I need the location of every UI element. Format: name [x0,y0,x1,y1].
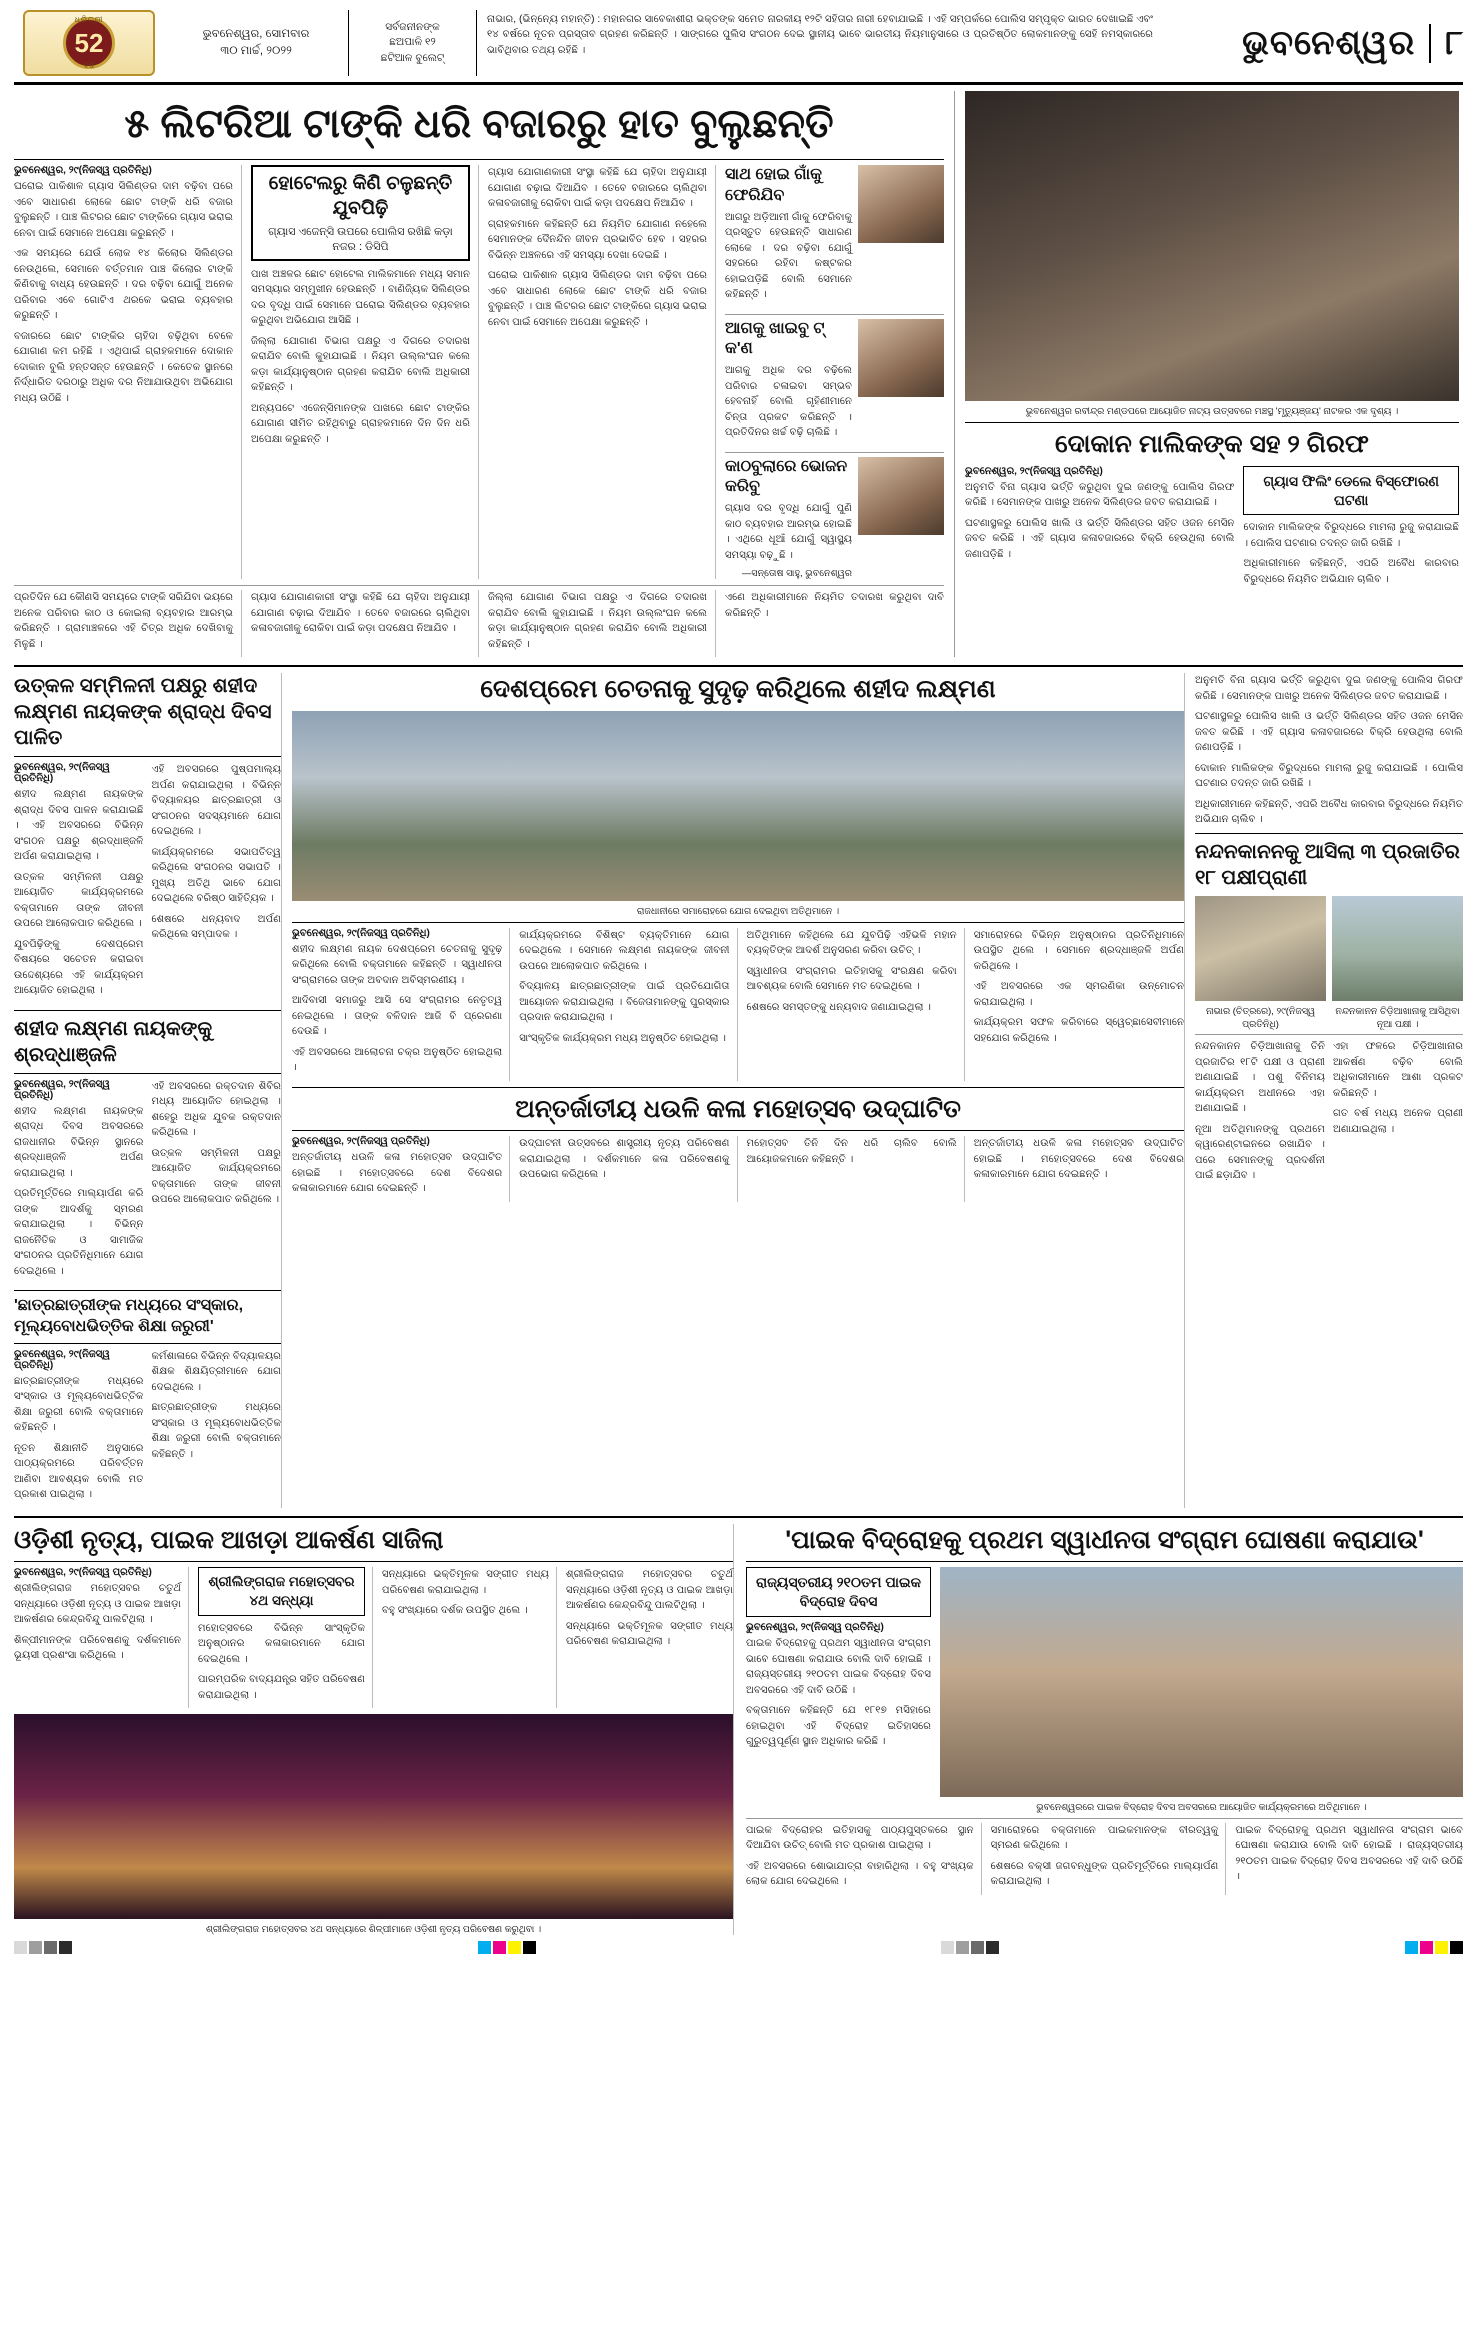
deshprem-para: ସ୍ୱାଧୀନତା ସଂଗ୍ରାମର ଇତିହାସକୁ ସଂରକ୍ଷଣ କରିବା ଆବଶ୍ୟକ ବୋଲି ସେମାନେ ମତ ଦେଇଥିଲେ । [746,965,957,993]
deshprem-para: ବିଦ୍ୟାଳୟ ଛାତ୍ରଛାତ୍ରୀଙ୍କ ପାଇଁ ପ୍ରତିଯୋଗିତା ଆୟୋଜନ କରାଯାଇଥିଲା । ବିଜେତାମାନଙ୍କୁ ପୁରସ୍କାର ପ୍ରଦାନ କରାଯାଇଥିଲା । [519,981,730,1024]
right-rail-top [954,91,1459,657]
nandankanan-para: ଏହା ଫଳରେ ଚିଡ଼ିଆଖାନାର ଆକର୍ଷଣ ବଢ଼ିବ ବୋଲି ଅଧିକାରୀମାନେ ଆଶା ପ୍ରକଟ କରିଛନ୍ତି । [1333,1041,1463,1099]
odissi-para: ସନ୍ଧ୍ୟାରେ ଭକ୍ତିମୂଳକ ସଙ୍ଗୀତ ମଧ୍ୟ ପରିବେଷଣ କରାଯାଇଥିଲା । [382,1569,549,1596]
paika-para: ସମାରୋହରେ ବକ୍ତାମାନେ ପାଇକମାନଙ୍କ ବୀରତ୍ୱକୁ ସ୍ମରଣ କରିଥିଲେ । [990,1824,1219,1852]
deshprem-para: ଅତିଥିମାନେ କହିଥିଲେ ଯେ ଯୁବପିଢ଼ି ଏହିଭଳି ମହାନ ବ୍ୟକ୍ତିଙ୍କ ଆଦର୍ଶ ଅନୁସରଣ କରିବା ଉଚିତ୍ । [746,929,957,957]
lead-dateline: ଭୁବନେଶ୍ୱର, ୨୯(ନିଜସ୍ୱ ପ୍ରତିନିଧି) [14,165,152,176]
odissi-photo-caption: ଶ୍ରୀଲିଙ୍ଗରାଜ ମହୋତ୍ସବର ୪ଥ ସନ୍ଧ୍ୟାରେ ଶିଳ୍ପୀମାନେ ଓଡ଼ିଶୀ ନୃତ୍ୟ ପରିବେଷଣ କରୁଥିବା । [205,1923,542,1935]
face-story-text: ଗ୍ୟାସ ଦର ବୃଦ୍ଧି ଯୋଗୁଁ ପୁଣି କାଠ ବ୍ୟବହାର ଆରମ୍ଭ ହୋଇଛି । ଏଥିରେ ଧୂଆଁ ଯୋଗୁଁ ସ୍ୱାସ୍ଥ୍ୟ ସମସ୍ୟା ବଢ଼ୁଛି । [725,503,852,561]
logo-top-text: ଧରିତ୍ରୀ [74,15,104,24]
shraddhanjali-para: ଶହୀଦ ଲକ୍ଷ୍ମଣ ନାୟକଙ୍କ ଶ୍ରାଦ୍ଧ ଦିବସ ଅବସରରେ ରାଜଧାନୀର ବିଭିନ୍ନ ସ୍ଥାନରେ ଶ୍ରଦ୍ଧାଞ୍ଜଳି ଅର୍ପଣ କରାଯାଇଥିଲା । [14,1105,144,1179]
deshprem-para: ସମାରୋହରେ ବିଭିନ୍ନ ଅନୁଷ୍ଠାନର ପ୍ରତିନିଧିମାନେ ଉପସ୍ଥିତ ଥିଲେ । ସେମାନେ ଶ୍ରଦ୍ଧାଞ୍ଜଳି ଅର୍ପଣ କରିଥିଲେ । [973,929,1184,972]
face-story-3 [725,457,944,580]
masthead-strap-text: ନାଭାର, (ଭିନ୍ନ୍ୟେ ମହାନ୍ତି) : ମହାନଗର ସାବେକାଶୀରା ଭକ୍ତଙ୍କ ସମେତ ନାରକୀୟ ୧୨ଟି ସହିତାର ନାରୀ ହେବାଯାଇଛି । ଏହି ସମ୍ପର୍କରେ ପୋଲିସ ସମ୍ପୃକ୍ତ ଭାରତ ଦେଖାଇଛି ଏବଂ ୧୪ ବର୍ଷରେ ନୂତନ ପ୍ରସ୍ତାବ ଗ୍ରହଣ କରିଛନ୍ତି । ସାଙ୍ଗରେ ପୁଲିସ ସଂଗଠନ ଦେଇ ସ୍ଥାନୀୟ ଭାବେ ଭାରତୀୟ ନିୟମାନୁସାରେ ଓ ପ୍ରତିଷ୍ଠିତ ଲୋକମାନଙ୍କୁ ସେହି ନମସ୍କାରରେ ଭାବିଥିବାର ତଥ୍ୟ ରହିଛି । [487,14,1153,56]
pub-line-2: ଛଅପାଳି ୧୨ [389,36,436,49]
face-story-headline: ସାଥ ହୋଇ ଗାଁକୁ ଫେରିଯିବ [725,166,823,204]
nandankanan-para: ନନ୍ଦନକାନନ ଚିଡ଼ିଆଖାନାକୁ ତିନି ପ୍ରଜାତିର ୧୮ଟି ପକ୍ଷୀ ଓ ପ୍ରାଣୀ ଅଣାଯାଇଛି । ପଶୁ ବିନିମୟ କାର୍ଯ୍ୟକ୍ରମ ଅଧୀନରେ ଏହା ଅଣାଯାଇଛି । [1195,1041,1325,1115]
dhauli-para: ଉଦ୍‌ଘାଟନୀ ଉତ୍ସବରେ ଶାସ୍ତ୍ରୀୟ ନୃତ୍ୟ ପରିବେଷଣ କରାଯାଇଥିଲା । ଦର୍ଶକମାନେ କଳା ପରିବେଷଣକୁ ଉପଭୋଗ କରିଥିଲେ । [519,1138,730,1181]
shraddhanjali-para: ଉତ୍କଳ ସମ୍ମିଳନୀ ପକ୍ଷରୁ ଆୟୋଜିତ କାର୍ଯ୍ୟକ୍ରମରେ ବକ୍ତାମାନେ ତାଙ୍କ ଜୀବନୀ ଉପରେ ଆଲୋକପାତ କରିଥିଲେ । [151,1147,281,1206]
pub-line-3: ଛଟିଆଳ ବୁଲେଟ୍ [380,51,445,64]
lead-para: ଏକ ସମୟରେ ଯେଉଁ ଲୋକ ୧୪ କିଲୋର ସିଲିଣ୍ଡର ନେଉଥିଲେ, ସେମାନେ ବର୍ତ୍ତମାନ ପାଞ୍ଚ କିଲୋର ଟାଙ୍କି କିଣିବାକୁ ବାଧ୍ୟ ହେଉଛନ୍ତି । ଦର ବଢ଼ିବା ଯୋଗୁଁ ଅନେକ ପରିବାର ଏବେ ଗୋଟିଏ ଥରକେ ଭରାଇ ବ୍ୟବହାର କରୁଛନ୍ତି । [14,248,233,321]
hotel-box-sub: ଗ୍ୟାସ ଏଜେନ୍ସି ଉପରେ ପୋଲିସ ରଖିଛି କଡ଼ା ନଜର : ଡିସିପି [268,226,453,253]
rail-para: ଅନୁମତି ବିନା ଗ୍ୟାସ ଭର୍ତ୍ତି କରୁଥିବା ଦୁଇ ଜଣଙ୍କୁ ପୋଲିସ ଗିରଫ କରିଛି । ସେମାନଙ୍କ ପାଖରୁ ଅନେକ ସିଲିଣ୍ଡର ଜବତ କରାଯାଇଛି । [1195,675,1463,702]
leopard-photo [1195,896,1326,1001]
lead-para: ଗ୍ୟାସ ଯୋଗାଣକାରୀ ସଂସ୍ଥା କହିଛି ଯେ ଚାହିଦା ଅନୁଯାୟୀ ଯୋଗାଣ ବଢ଼ାଇ ଦିଆଯିବ । ତେବେ ବଜାରରେ ଚାଲିଥିବା କଳାବଜାରୀକୁ ରୋକିବା ପାଇଁ କଡ଼ା ପଦକ୍ଷେପ ନିଆଯିବ । [488,167,707,209]
lead-headline: ୫ ଲିଟରିଆ ଟାଙ୍କି ଧରି ବଜାରରୁ ହାତ ବୁଲୁଛନ୍ତି [124,102,834,146]
paika-crowd-photo [940,1567,1463,1797]
shop-story-dateline: ଭୁବନେଶ୍ୱର, ୨୯(ନିଜସ୍ୱ ପ୍ରତିନିଧି) [965,465,1103,477]
shop-story-headline: ଦୋକାନ ମାଲିକଙ୍କ ସହ ୨ ଗିରଫ [1055,430,1369,459]
face-story-text: ଆଗରୁ ଅଡ଼ିଆମୀ ଗାଁକୁ ଫେରିବାକୁ ପ୍ରସ୍ତୁତ ହେଉଛନ୍ତି ସାଧାରଣ ଲୋକେ । ଦର ବଢ଼ିବା ଯୋଗୁଁ ସହରରେ ରହିବା କଷ୍ଟକର ହୋଇପଡ଼ିଛି ବୋଲି ସେମାନେ କହିଛନ୍ତି । [725,211,852,301]
utkal-para: କାର୍ଯ୍ୟକ୍ରମରେ ସଭାପତିତ୍ୱ କରିଥିଲେ ସଂଗଠନର ସଭାପତି । ମୁଖ୍ୟ ଅତିଥି ଭାବେ ଯୋଗ ଦେଇଥିଲେ ବରିଷ୍ଠ ସାହିତ୍ୟିକ । [151,846,281,905]
utkal-para: ଶହୀଦ ଲକ୍ଷ୍ମଣ ନାୟକଙ୍କ ଶ୍ରାଦ୍ଧ ଦିବସ ପାଳନ କରାଯାଇଛି । ଏହି ଅବସରରେ ବିଭିନ୍ନ ସଂଗଠନ ପକ୍ଷରୁ ଶ୍ରଦ୍ଧାଞ୍ଜଳି ଅର୍ପଣ କରାଯାଇଥିଲା । [14,789,144,863]
odissi-dateline: ଭୁବନେଶ୍ୱର, ୨୯(ନିଜସ୍ୱ ପ୍ରତିନିଧି) [14,1567,152,1579]
masthead [14,10,1463,85]
utkal-dateline: ଭୁବନେଶ୍ୱର, ୨୯(ନିଜସ୍ୱ ପ୍ରତିନିଧି) [14,762,110,785]
shiksha-para: ଛାତ୍ରଛାତ୍ରୀଙ୍କ ମଧ୍ୟରେ ସଂସ୍କାର ଓ ମୂଲ୍ୟବୋଧଭିତ୍ତିକ ଶିକ୍ଷା ଜରୁରୀ ବୋଲି ବକ୍ତାମାନେ କହିଛନ୍ତି । [14,1375,144,1434]
edition-date: ୩୦ ମାର୍ଚ୍ଚ, ୨୦୨୨ [220,45,292,57]
odissi-para: ବହୁ ସଂଖ୍ୟାରେ ଦର୍ଶକ ଉପସ୍ଥିତ ଥିଲେ । [382,1605,528,1617]
utkal-para: ଶେଷରେ ଧନ୍ୟବାଦ ଅର୍ପଣ କରିଥିଲେ ସମ୍ପାଦକ । [151,913,281,941]
paika-sidebox: ରାଜ୍ୟସ୍ତରୀୟ ୨୧୦ତମ ପାଇକ ବିଦ୍ରୋହ ଦିବସ [746,1567,931,1617]
shiksha-para: କର୍ମଶାଳାରେ ବିଭିନ୍ନ ବିଦ୍ୟାଳୟର ଶିକ୍ଷକ ଶିକ୍ଷୟିତ୍ରୀମାନେ ଯୋଗ ଦେଇଥିଲେ । [151,1350,281,1393]
grey-scale-bar-2 [941,1941,999,1954]
color-bar-center [478,1941,536,1954]
lead-jump-para: ଗ୍ୟାସ ଯୋଗାଣକାରୀ ସଂସ୍ଥା କହିଛି ଯେ ଚାହିଦା ଅନୁଯାୟୀ ଯୋଗାଣ ବଢ଼ାଇ ଦିଆଯିବ । ତେବେ ବଜାରରେ ଚାଲିଥିବା କଳାବଜାରୀକୁ ରୋକିବା ପାଇଁ କଡ଼ା ପଦକ୍ଷେପ ନିଆଯିବ । [251,592,470,635]
face-photo [858,457,944,535]
lead-para: ଜିଲ୍ଲା ଯୋଗାଣ ବିଭାଗ ପକ୍ଷରୁ ଏ ଦିଗରେ ତଦାରଖ କରାଯିବ ବୋଲି କୁହାଯାଇଛି । ନିୟମ ଉଲ୍ଲଂଘନ କଲେ କଡ଼ା କାର୍ଯ୍ୟାନୁଷ୍ଠାନ ଗ୍ରହଣ କରାଯିବ ବୋଲି ଅଧିକାରୀ କହିଛନ୍ତି । [251,335,470,394]
odissi-para: ଶିଳ୍ପୀମାନଙ୍କ ପରିବେଷଣକୁ ଦର୍ଶକମାନେ ଭୂୟସୀ ପ୍ରଶଂସା କରିଥିଲେ । [14,1634,181,1662]
odissi-sidebox: ଶ୍ରୀଲିଙ୍ଗରାଜ ମହୋତ୍ସବର ୪ଥ ସନ୍ଧ୍ୟା [198,1567,365,1615]
odissi-story [14,1524,734,1936]
face-story-2 [725,319,944,446]
deshprem-dateline: ଭୁବନେଶ୍ୱର, ୨୯(ନିଜସ୍ୱ ପ୍ରତିନିଧି) [292,927,430,939]
hotel-box-headline: ହୋଟେଲରୁ କିଣି ଚଳୁଛନ୍ତି ଯୁବପିଢ଼ି [268,173,453,219]
pub-line-1: ସର୍ବଜନୀନଙ୍କ [385,21,440,34]
shraddhanjali-dateline: ଭୁବନେଶ୍ୱର, ୨୯(ନିଜସ୍ୱ ପ୍ରତିନିଧି) [14,1078,110,1101]
lead-jump-para: ପ୍ରତିଦିନ ଯେ କୌଣସି ସମୟରେ ଟାଙ୍କି ସରିଯିବା ଭୟରେ ଅନେକ ପରିବାର କାଠ ଓ କୋଇଲା ବ୍ୟବହାର ଆରମ୍ଭ କରିଛନ୍ତି । ଗ୍ରାମାଞ୍ଚଳରେ ଏହି ଚିତ୍ର ଅଧିକ ଦେଖିବାକୁ ମିଳୁଛି । [14,592,233,650]
logo-number: 52 [63,17,115,69]
birds-photo [1332,896,1463,1001]
rail-para: ଘଟଣାସ୍ଥଳରୁ ପୋଲିସ ଖାଲି ଓ ଭର୍ତ୍ତି ସିଲିଣ୍ଡର ସହିତ ଓଜନ ମେସିନ ଜବତ କରିଛି । ଏହି ଗ୍ୟାସ କଳାବଜାରରେ ବିକ୍ରି ହେଉଥିଲା ବୋଲି ଜଣାପଡ଼ିଛି । [1195,711,1463,754]
page-number: ୮ [1429,24,1463,63]
grey-scale-bar [14,1941,72,1954]
shiksha-para: ନୂତନ ଶିକ୍ଷାନୀତି ଅନୁସାରେ ପାଠ୍ୟକ୍ରମରେ ପରିବର୍ତ୍ତନ ଆଣିବା ଆବଶ୍ୟକ ବୋଲି ମତ ପ୍ରକାଶ ପାଇଥିଲା । [14,1442,144,1501]
masthead-logo [14,10,164,76]
rail-para: ଅଧିକାରୀମାନେ କହିଛନ୍ତି, ଏପରି ଅବୈଧ କାରବାର ବିରୁଦ୍ଧରେ ନିୟମିତ ଅଭିଯାନ ଚାଲିବ । [1195,798,1463,826]
face-story-headline: ଆଗକୁ ଖାଇବୁ ଟ୍ କ'ଣ [725,319,825,358]
stage-photo [965,91,1459,401]
lead-column-4 [725,165,944,579]
utkal-para: ଉତ୍କଳ ସମ୍ମିଳନୀ ପକ୍ଷରୁ ଆୟୋଜିତ କାର୍ଯ୍ୟକ୍ରମରେ ବକ୍ତାମାନେ ତାଙ୍କ ଜୀବନୀ ଉପରେ ଆଲୋକପାତ କରିଥିଲେ । [14,871,144,930]
deshprem-headline: ଦେଶପ୍ରେମ ଚେତନାକୁ ସୁଦୃଢ଼ କରିଥିଲେ ଶହୀଦ ଲକ୍ଷ୍ମଣ [480,675,996,704]
paika-para: ପାଇକ ବିଦ୍ରୋହକୁ ପ୍ରଥମ ସ୍ୱାଧୀନତା ସଂଗ୍ରାମ ଭାବେ ଘୋଷଣା କରାଯାଉ ବୋଲି ଦାବି ହୋଇଛି । ରାଜ୍ୟସ୍ତରୀୟ ୨୧୦ତମ ପାଇକ ବିଦ୍ରୋହ ଦିବସ ଅବସରରେ ଏହି ଦାବି ଉଠିଛି । [1235,1824,1464,1883]
lead-para: ଗ୍ରାହକମାନେ କହିଛନ୍ତି ଯେ ନିୟମିତ ଯୋଗାଣ ନହେଲେ ସେମାନଙ୍କ ଦୈନନ୍ଦିନ ଜୀବନ ପ୍ରଭାବିତ ହେବ । ସହରର ବିଭିନ୍ନ ଅଞ୍ଚଳରେ ଏହି ସମସ୍ୟା ଦେଖା ଦେଇଛି । [488,218,707,261]
dhauli-dateline: ଭୁବନେଶ୍ୱର, ୨୯(ନିଜସ୍ୱ ପ୍ରତିନିଧି) [292,1136,430,1148]
lead-para: ବଜାରରେ ଛୋଟ ଟାଙ୍କିର ଚାହିଦା ବଢ଼ିଥିବା ବେଳେ ଯୋଗାଣ କମ ରହିଛି । ଏଥିପାଇଁ ଗ୍ରାହକମାନେ ଦୋକାନ ଦୋକାନ ବୁଲି ହନ୍ତସନ୍ତ ହେଉଛନ୍ତି । କେତେକ ସ୍ଥାନରେ ନିର୍ଦ୍ଧାରିତ ଦରଠାରୁ ଅଧିକ ଦର ନିଆଯାଉଥିବା ଅଭିଯୋଗ ମଧ୍ୟ ଉଠିଛି । [14,330,233,404]
shop-story-para: ଘଟଣାସ୍ଥଳରୁ ପୋଲିସ ଖାଲି ଓ ଭର୍ତ୍ତି ସିଲିଣ୍ଡର ସହିତ ଓଜନ ମେସିନ ଜବତ କରିଛି । ଏହି ଗ୍ୟାସ କଳାବଜାରରେ ବିକ୍ରି ହେଉଥିଲା ବୋଲି ଜଣାପଡ଼ିଛି । [965,517,1235,560]
shop-story-sidebox: ଗ୍ୟାସ ଫିଲିଂ ଡେଲେ ବିସ୍ଫୋରଣ ଘଟଣା [1243,466,1459,516]
deshprem-para: କାର୍ଯ୍ୟକ୍ରମ ସଫଳ କରିବାରେ ସ୍ୱେଚ୍ଛାସେବୀମାନେ ସହଯୋଗ କରିଥିଲେ । [973,1017,1184,1044]
shraddhanjali-para: ପ୍ରତିମୂର୍ତ୍ତିରେ ମାଲ୍ୟାର୍ପଣ କରି ତାଙ୍କ ଆଦର୍ଶକୁ ସ୍ମରଣ କରାଯାଇଥିଲା । ବିଭିନ୍ନ ରାଜନୈତିକ ଓ ସାମାଜିକ ସଂଗଠନର ପ୍ରତିନିଧିମାନେ ଯୋଗ ଦେଇଥିଲେ । [14,1188,144,1277]
shop-story-para: ଅନୁମତି ବିନା ଗ୍ୟାସ ଭର୍ତ୍ତି କରୁଥିବା ଦୁଇ ଜଣଙ୍କୁ ପୋଲିସ ଗିରଫ କରିଛି । ସେମାନଙ୍କ ପାଖରୁ ଅନେକ ସିଲିଣ୍ଡର ଜବତ କରାଯାଇଛି । [965,481,1235,509]
deshprem-para: ଆଦିବାସୀ ସମାଜରୁ ଆସି ସେ ସଂଗ୍ରାମର ନେତୃତ୍ୱ ନେଇଥିଲେ । ତାଙ୍କ ବଳିଦାନ ଆଜି ବି ପ୍ରେରଣା ଦେଉଛି । [292,995,503,1038]
paika-dateline: ଭୁବନେଶ୍ୱର, ୨୯(ନିଜସ୍ୱ ପ୍ରତିନିଧି) [746,1622,884,1634]
publication-info [349,10,477,76]
lead-column-1 [14,165,242,579]
utkal-para: ଯୁବପିଢ଼ିଙ୍କୁ ଦେଶପ୍ରେମ ବିଷୟରେ ସଚେତନ କରାଇବା ଉଦ୍ଦେଶ୍ୟରେ ଏହି କାର୍ଯ୍ୟକ୍ରମ ଆୟୋଜିତ ହୋଇଥିଲା । [14,938,144,997]
deshprem-para: ଏହି ଅବସରରେ ଏକ ସ୍ମରଣିକା ଉନ୍ମୋଚନ କରାଯାଇଥିଲା । [973,981,1184,1008]
deshprem-para: କାର୍ଯ୍ୟକ୍ରମରେ ବିଶିଷ୍ଟ ବ୍ୟକ୍ତିମାନେ ଯୋଗ ଦେଇଥିଲେ । ସେମାନେ ଲକ୍ଷ୍ମଣ ନାୟକଙ୍କ ଜୀବନୀ ଉପରେ ଆଲୋକପାତ କରିଥିଲେ । [519,929,730,972]
shiksha-headline: 'ଛାତ୍ରଛାତ୍ରୀଙ୍କ ମଧ୍ୟରେ ସଂସ୍କାର, ମୂଲ୍ୟବୋଧଭିତ୍ତିକ ଶିକ୍ଷା ଜରୁରୀ' [14,1297,244,1336]
deshprem-para: ସାଂସ୍କୃତିକ କାର୍ଯ୍ୟକ୍ରମ ମଧ୍ୟ ଅନୁଷ୍ଠିତ ହୋଇଥିଲା । [519,1032,726,1044]
nandankanan-para: ଗତ ବର୍ଷ ମଧ୍ୟ ଅନେକ ପ୍ରାଣୀ ଅଣାଯାଇଥିଲା । [1333,1108,1463,1135]
lead-jump-para: ଏଣେ ଅଧିକାରୀମାନେ ନିୟମିତ ତଦାରଖ କରୁଥିବା ଦାବି କରିଛନ୍ତି । [725,592,944,619]
paika-story [746,1524,1463,1936]
stage-photo-caption: ଭୁବନେଶ୍ୱର ରବୀନ୍ଦ୍ର ମଣ୍ଡପରେ ଆୟୋଜିତ ନାଟ୍ୟ ଉତ୍ସବରେ ମଞ୍ଚସ୍ଥ 'ମୃତ୍ୟୁଞ୍ଜୟ' ନାଟକର ଏକ ଦୃଶ୍ୟ । [1025,405,1399,416]
print-registration-bar [14,1935,1463,1954]
face-story-headline: କାଠବୁଲାରେ ଭୋଜନ କରିବୁ [725,457,848,496]
nandankanan-caption-right: ନନ୍ଦନକାନନ ଚିଡ଼ିଆଖାନାକୁ ଆସିଥିବା ନୂଆ ପକ୍ଷୀ । [1335,1004,1460,1029]
odissi-dance-photo [14,1714,733,1919]
odissi-para: ପାରମ୍ପରିକ ବାଦ୍ୟଯନ୍ତ୍ର ସହିତ ପରିବେଷଣ କରାଯାଇଥିଲା । [198,1674,365,1701]
paika-headline: 'ପାଇକ ବିଦ୍ରୋହକୁ ପ୍ରଥମ ସ୍ୱାଧୀନତା ସଂଗ୍ରାମ ଘୋଷଣା କରାଯାଉ' [785,1525,1424,1554]
face-story-text: ଆଗକୁ ଅଧିକ ଦର ବଢ଼ିଲେ ପରିବାର ଚଳାଇବା ସମ୍ଭବ ହେବନାହିଁ ବୋଲି ଗୃହିଣୀମାନେ ଚିନ୍ତା ପ୍ରକଟ କରିଛନ୍ତି । ପ୍ରତିଦିନର ଖର୍ଚ୍ଚ ବଢ଼ି ଚାଲିଛି । [725,365,852,439]
paika-para: ବକ୍ତାମାନେ କହିଛନ୍ତି ଯେ ୧୮୧୭ ମସିହାରେ ହୋଇଥିବା ଏହି ବିଦ୍ରୋହ ଇତିହାସରେ ଗୁରୁତ୍ୱପୂର୍ଣ୍ଣ ସ୍ଥାନ ଅଧିକାର କରିଛି । [746,1705,931,1748]
color-bar-right [1405,1941,1463,1954]
city-title: ଭୁବନେଶ୍ୱର [1242,23,1416,62]
paika-photo-caption: ଭୁବନେଶ୍ୱରରେ ପାଇକ ବିଦ୍ରୋହ ଦିବସ ଅବସରରେ ଆୟୋଜିତ କାର୍ଯ୍ୟକ୍ରମରେ ଅତିଥିମାନେ । [1036,1801,1367,1813]
shop-story-para: ଅଧିକାରୀମାନେ କହିଛନ୍ତି, ଏପରି ଅବୈଧ କାରବାର ବିରୁଦ୍ଧରେ ନିୟମିତ ଅଭିଯାନ ଚାଲିବ । [1243,558,1459,585]
dais-photo [292,711,1184,901]
lead-para: ଅନ୍ୟପଟେ ଏଜେନ୍ସିମାନଙ୍କ ପାଖରେ ଛୋଟ ଟାଙ୍କିର ଯୋଗାଣ ସୀମିତ ରହିଥିବାରୁ ଗ୍ରାହକମାନେ ଦିନ ଦିନ ଧରି ଅପେକ୍ଷା କରୁଛନ୍ତି । [251,402,470,445]
edition-city: ଭୁବନେଶ୍ୱର, ସୋମବାର [202,27,310,40]
utkal-headline: ଉତ୍କଳ ସମ୍ମିଳନୀ ପକ୍ଷରୁ ଶହୀଦ ଲକ୍ଷ୍ମଣ ନାୟକଙ୍କ ଶ୍ରାଦ୍ଧ ଦିବସ ପାଳିତ [14,675,272,750]
odissi-para: ଶ୍ରୀଲିଙ୍ଗରାଜ ମହୋତ୍ସବର ଚତୁର୍ଥ ସନ୍ଧ୍ୟାରେ ଓଡ଼ିଶୀ ନୃତ୍ୟ ଓ ପାଇକ ଆଖଡ଼ା ଆକର୍ଷଣର କେନ୍ଦ୍ରବିନ୍ଦୁ ପାଲଟିଥିଲା । [566,1569,733,1612]
nandankanan-caption-left: ନାଭାର (ଚିତ୍ରରେ), ୨୯(ନିଜସ୍ୱ ପ୍ରତିନିଧି) [1205,1004,1316,1029]
face-photo [858,165,944,243]
face-photo [858,319,944,397]
lead-para: ଘରୋଇ ପାକିଶାଳ ଗ୍ୟାସ ସିଲିଣ୍ଡର ଦାମ ବଢ଼ିବା ପରେ ଏବେ ସାଧାରଣ ଲୋକେ ଛୋଟ ଟାଙ୍କି ଧରି ବଜାର ବୁଲୁଛନ୍ତି । ପାଞ୍ଚ ଲିଟରର ଛୋଟ ଟାଙ୍କିରେ ଗ୍ୟାସ ଭରାଇ ନେବା ପାଇଁ ସେମାନେ ଅପେକ୍ଷା କରୁଛନ୍ତି । [488,270,707,328]
dais-photo-caption: ରାଜଧାନୀରେ ସମାରୋହରେ ଯୋଗ ଦେଇଥିବା ଅତିଥିମାନେ । [636,904,840,916]
dhauli-para: ଅନ୍ତର୍ଜାତୀୟ ଧଉଳି କଳା ମହୋତ୍ସବ ଉଦ୍‌ଘାଟିତ ହୋଇଛି । ମହୋତ୍ସବରେ ଦେଶ ବିଦେଶର କଳାକାରମାନେ ଯୋଗ ଦେଇଛନ୍ତି । [292,1152,503,1195]
paika-para: ଏହି ଅବସରରେ ଶୋଭାଯାତ୍ରା ବାହାରିଥିଲା । ବହୁ ସଂଖ୍ୟକ ଲୋକ ଯୋଗ ଦେଇଥିଲେ । [746,1860,974,1888]
shiksha-para: ଛାତ୍ରଛାତ୍ରୀଙ୍କ ମଧ୍ୟରେ ସଂସ୍କାର ଓ ମୂଲ୍ୟବୋଧଭିତ୍ତିକ ଶିକ୍ଷା ଜରୁରୀ ବୋଲି ବକ୍ତାମାନେ କହିଛନ୍ତି । [151,1402,281,1460]
dhauli-headline: ଅନ୍ତର୍ଜାତୀୟ ଧଉଳି କଳା ମହୋତ୍ସବ ଉଦ୍‌ଘାଟିତ [515,1094,961,1123]
nandankanan-story [1195,673,1463,1508]
dhauli-para: ଅନ୍ତର୍ଜାତୀୟ ଧଉଳି କଳା ମହୋତ୍ସବ ଉଦ୍‌ଘାଟିତ ହୋଇଛି । ମହୋତ୍ସବରେ ଦେଶ ବିଦେଶର କଳାକାରମାନେ ଯୋଗ ଦେଇଛନ୍ତି । [973,1138,1184,1181]
lead-column-3 [488,165,716,579]
lead-para: ଘରୋଇ ପାକିଶାଳ ଗ୍ୟାସ ସିଲିଣ୍ଡର ଦାମ ବଢ଼ିବା ପରେ ଏବେ ସାଧାରଣ ଲୋକେ ଛୋଟ ଟାଙ୍କି ଧରି ବଜାର ବୁଲୁଛନ୍ତି । ପାଞ୍ଚ ଲିଟରର ଛୋଟ ଟାଙ୍କିରେ ଗ୍ୟାସ ଭରାଇ ନେବା ପାଇଁ ସେମାନେ ଅପେକ୍ଷା କରୁଛନ୍ତି । [14,181,233,239]
odissi-para: ମହୋତ୍ସବରେ ବିଭିନ୍ନ ସାଂସ୍କୃତିକ ଅନୁଷ୍ଠାନର କଳାକାରମାନେ ଯୋଗ ଦେଇଥିଲେ । [198,1622,365,1665]
deshprem-para: ଶହୀଦ ଲକ୍ଷ୍ମଣ ନାୟକ ଦେଶପ୍ରେମ ଚେତନାକୁ ସୁଦୃଢ଼ କରିଥିଲେ ବୋଲି ବକ୍ତାମାନେ କହିଛନ୍ତି । ସ୍ୱାଧୀନତା ସଂଗ୍ରାମରେ ତାଙ୍କ ଅବଦାନ ଅବିସ୍ମରଣୀୟ । [292,943,503,986]
logo-bottom-text: ବର୍ଷ [84,63,94,70]
deshprem-story [292,673,1185,1508]
edition-info [164,10,349,76]
shraddhanjali-para: ଏହି ଅବସରରେ ରକ୍ତଦାନ ଶିବିର ମଧ୍ୟ ଆୟୋଜିତ ହୋଇଥିଲା । ଶହେରୁ ଅଧିକ ଯୁବକ ରକ୍ତଦାନ କରିଥିଲେ । [151,1080,281,1139]
utkal-para: ଏହି ଅବସରରେ ପୁଷ୍ପମାଲ୍ୟ ଅର୍ପଣ କରାଯାଇଥିଲା । ବିଭିନ୍ନ ବିଦ୍ୟାଳୟର ଛାତ୍ରଛାତ୍ରୀ ଓ ସଂଗଠନର ସଦସ୍ୟମାନେ ଯୋଗ ଦେଇଥିଲେ । [151,764,281,838]
face-story-1 [725,165,944,308]
paika-para: ପାଇକ ବିଦ୍ରୋହର ଇତିହାସକୁ ପାଠ୍ୟପୁସ୍ତକରେ ସ୍ଥାନ ଦିଆଯିବା ଉଚିତ୍ ବୋଲି ମତ ପ୍ରକାଶ ପାଇଥିଲା । [746,1824,974,1852]
paika-para: ପାଇକ ବିଦ୍ରୋହକୁ ପ୍ରଥମ ସ୍ୱାଧୀନତା ସଂଗ୍ରାମ ଭାବେ ଘୋଷଣା କରାଯାଉ ବୋଲି ଦାବି ହୋଇଛି । ରାଜ୍ୟସ୍ତରୀୟ ୨୧୦ତମ ପାଇକ ବିଦ୍ରୋହ ଦିବସ ଅବସରରେ ଏହି ଦାବି ଉଠିଛି । [746,1638,931,1696]
lead-column-2 [251,165,479,579]
odissi-para: ଶ୍ରୀଲିଙ୍ଗରାଜ ମହୋତ୍ସବର ଚତୁର୍ଥ ସନ୍ଧ୍ୟାରେ ଓଡ଼ିଶୀ ନୃତ୍ୟ ଓ ପାଇକ ଆଖଡ଼ା ଆକର୍ଷଣର କେନ୍ଦ୍ରବିନ୍ଦୁ ପାଲଟିଥିଲା । [14,1583,181,1626]
shraddhanjali-headline: ଶହୀଦ ଲକ୍ଷ୍ମଣ ନାୟକଙ୍କୁ ଶ୍ରଦ୍ଧାଞ୍ଜଳି [14,1017,213,1066]
face-story-byline: —ସନ୍ତୋଷ ସାହୁ, ଭୁବନେଶ୍ୱର [741,568,852,580]
deshprem-para: ଏହି ଅବସରରେ ଆଲୋଚନା ଚକ୍ର ଅନୁଷ୍ଠିତ ହୋଇଥିଲା । [292,1046,503,1074]
deshprem-para: ଶେଷରେ ସମସ୍ତଙ୍କୁ ଧନ୍ୟବାଦ ଜଣାଯାଇଥିଲା । [746,1001,931,1013]
odissi-headline: ଓଡ଼ିଶୀ ନୃତ୍ୟ, ପାଇକ ଆଖଡ଼ା ଆକର୍ଷଣ ସାଜିଲା [14,1525,444,1554]
paika-para: ଶେଷରେ ବକ୍ସୀ ଜଗବନ୍ଧୁଙ୍କ ପ୍ରତିମୂର୍ତ୍ତିରେ ମାଲ୍ୟାର୍ପଣ କରାଯାଇଥିଲା । [990,1860,1219,1888]
shiksha-dateline: ଭୁବନେଶ୍ୱର, ୨୯(ନିଜସ୍ୱ ପ୍ରତିନିଧି) [14,1348,110,1371]
odissi-para: ସନ୍ଧ୍ୟାରେ ଭକ୍ତିମୂଳକ ସଙ୍ଗୀତ ମଧ୍ୟ ପରିବେଷଣ କରାଯାଇଥିଲା । [566,1620,733,1648]
lead-para: ପାଖ ଅଞ୍ଚଳର ଛୋଟ ହୋଟେଲ ମାଲିକମାନେ ମଧ୍ୟ ସମାନ ସମସ୍ୟାର ସମ୍ମୁଖୀନ ହେଉଛନ୍ତି । ବାଣିଜ୍ୟିକ ସିଲିଣ୍ଡର ଦର ବୃଦ୍ଧି ପାଇଁ ସେମାନେ ଘରୋଇ ସିଲିଣ୍ଡର ବ୍ୟବହାର କରୁଥିବା ଅଭିଯୋଗ ଆସିଛି । [251,268,470,327]
nandankanan-para: ନୂଆ ଅତିଥିମାନଙ୍କୁ ପ୍ରଥମେ କ୍ୱାରେଣ୍ଟାଇନରେ ରଖାଯିବ । ପରେ ସେମାନଙ୍କୁ ପ୍ରଦର୍ଶନୀ ପାଇଁ ଛଡ଼ାଯିବ । [1195,1123,1325,1182]
rail-para: ଦୋକାନ ମାଲିକଙ୍କ ବିରୁଦ୍ଧରେ ମାମଲା ରୁଜୁ କରାଯାଇଛି । ପୋଲିସ ଘଟଣାର ତଦନ୍ତ ଜାରି ରଖିଛି । [1195,762,1463,790]
nandankanan-headline: ନନ୍ଦନକାନନକୁ ଆସିଲା ୩ ପ୍ରଜାତିର ୧୮ ପକ୍ଷୀପ୍ରାଣୀ [1195,840,1460,889]
lead-jump-para: ଜିଲ୍ଲା ଯୋଗାଣ ବିଭାଗ ପକ୍ଷରୁ ଏ ଦିଗରେ ତଦାରଖ କରାଯିବ ବୋଲି କୁହାଯାଇଛି । ନିୟମ ଉଲ୍ଲଂଘନ କଲେ କଡ଼ା କାର୍ଯ୍ୟାନୁଷ୍ଠାନ ଗ୍ରହଣ କରାଯିବ ବୋଲି ଅଧିକାରୀ କହିଛନ୍ତି । [488,592,707,650]
dhauli-para: ମହୋତ୍ସବ ତିନି ଦିନ ଧରି ଚାଲିବ ବୋଲି ଆୟୋଜକମାନେ କହିଛନ୍ତି । [746,1138,957,1165]
city-and-page [1163,10,1463,76]
utkal-story [14,673,282,1508]
shop-story-para: ଦୋକାନ ମାଲିକଙ୍କ ବିରୁଦ୍ଧରେ ମାମଲା ରୁଜୁ କରାଯାଇଛି । ପୋଲିସ ଘଟଣାର ତଦନ୍ତ ଜାରି ରଖିଛି । [1243,522,1459,549]
